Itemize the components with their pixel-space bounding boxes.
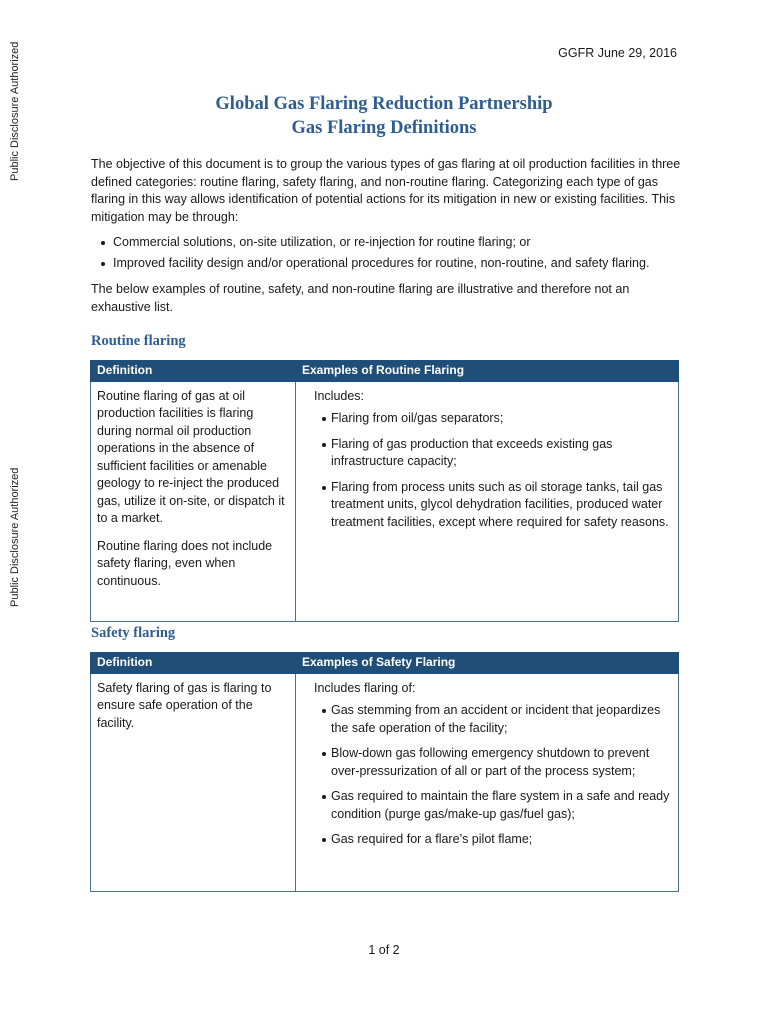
disclosure-stamp-bottom: Public Disclosure Authorized [9,467,21,607]
definition-cell [91,381,296,621]
bullet-icon [322,795,326,799]
bullet-icon [101,241,105,245]
list-item [91,255,681,273]
list-item [302,702,672,737]
list-item-text: Flaring from oil/gas separators; [331,411,504,425]
includes-label: Includes flaring of: [314,680,416,695]
bullet-icon [322,709,326,713]
document-date: GGFR June 29, 2016 [558,46,677,60]
routine-flaring-heading: Routine flaring [91,333,186,349]
list-item [302,788,672,823]
bullet-icon [322,443,326,447]
includes-label: Includes: [314,388,365,403]
bullet-icon [322,417,326,421]
definition-paragraph: Routine flaring does not include safety flaring, even when continuous. [97,538,273,588]
list-item [302,831,672,849]
table-header-row [91,361,679,382]
document-title [0,92,768,140]
list-item-text: Gas required for a flare’s pilot flame; [331,832,533,846]
list-item-text: Blow-down gas following emergency shutdown to prevent over-pressurization of all or part of the process system; [331,746,650,778]
table-row [91,673,679,891]
safety-flaring-heading: Safety flaring [91,625,176,641]
examples-column-header: Examples of Routine Flaring [296,361,679,382]
routine-flaring-table [90,360,679,622]
definition-column-header: Definition [91,653,296,674]
disclosure-stamp-top: Public Disclosure Authorized [9,41,21,181]
bullet-icon [322,486,326,490]
mitigation-list [91,234,681,275]
table-row [91,381,679,621]
examples-list [302,410,672,531]
title-line-2: Gas Flaring Definitions [291,118,477,138]
definition-paragraph: Safety flaring of gas is flaring to ensure safe operation of the facility. [97,680,272,730]
safety-flaring-table [90,652,679,892]
list-item-text: Gas stemming from an accident or incident that jeopardizes the safe operation of the facility; [331,703,661,735]
list-item [302,479,672,532]
title-line-1: Global Gas Flaring Reduction Partnership [215,94,553,114]
examples-cell [296,673,679,891]
definition-paragraph: Routine flaring of gas at oil production facilities is flaring during normal oil production operations in the absence of sufficient facilities or amenable geology to re-inject the produced gas, utilize it on-site, or dispatch it to a market. [97,388,285,525]
definition-column-header: Definition [91,361,296,382]
list-item-text: Gas required to maintain the flare system in a safe and ready condition (purge gas/make-up gas/fuel gas); [331,789,670,821]
list-item [302,745,672,780]
bullet-icon [322,838,326,842]
list-item-text: Commercial solutions, on-site utilization, or re-injection for routine flaring; or [113,235,531,249]
list-item [302,410,672,428]
table-header-row [91,653,679,674]
list-item-text: Flaring from process units such as oil storage tanks, tail gas treatment units, glycol dehydration facilities, produced water treatment facilities, except where required for safety reasons. [331,479,669,529]
list-item-text: Flaring of gas production that exceeds existing gas infrastructure capacity; [331,436,613,468]
intro-paragraph: The objective of this document is to group the various types of gas flaring at oil production facilities in three defined categories: routine flaring, safety flaring, and non-routine flaring. Categorizing each type of gas flaring in this way allows identification of potential actions for its mitigation in new or existing facilities. This mitigation may be through: [91,157,681,224]
examples-column-header: Examples of Safety Flaring [296,653,679,674]
list-item [91,234,681,252]
examples-list [302,702,672,849]
bullet-icon [101,262,105,266]
list-item-text: Improved facility design and/or operational procedures for routine, non-routine, and safety flaring. [113,255,650,270]
list-item [302,436,672,471]
page-number: 1 of 2 [368,943,400,957]
bullet-icon [322,752,326,756]
closing-paragraph: The below examples of routine, safety, and non-routine flaring are illustrative and therefore not an exhaustive list. [91,282,630,314]
examples-cell [296,381,679,621]
definition-cell [91,673,296,891]
